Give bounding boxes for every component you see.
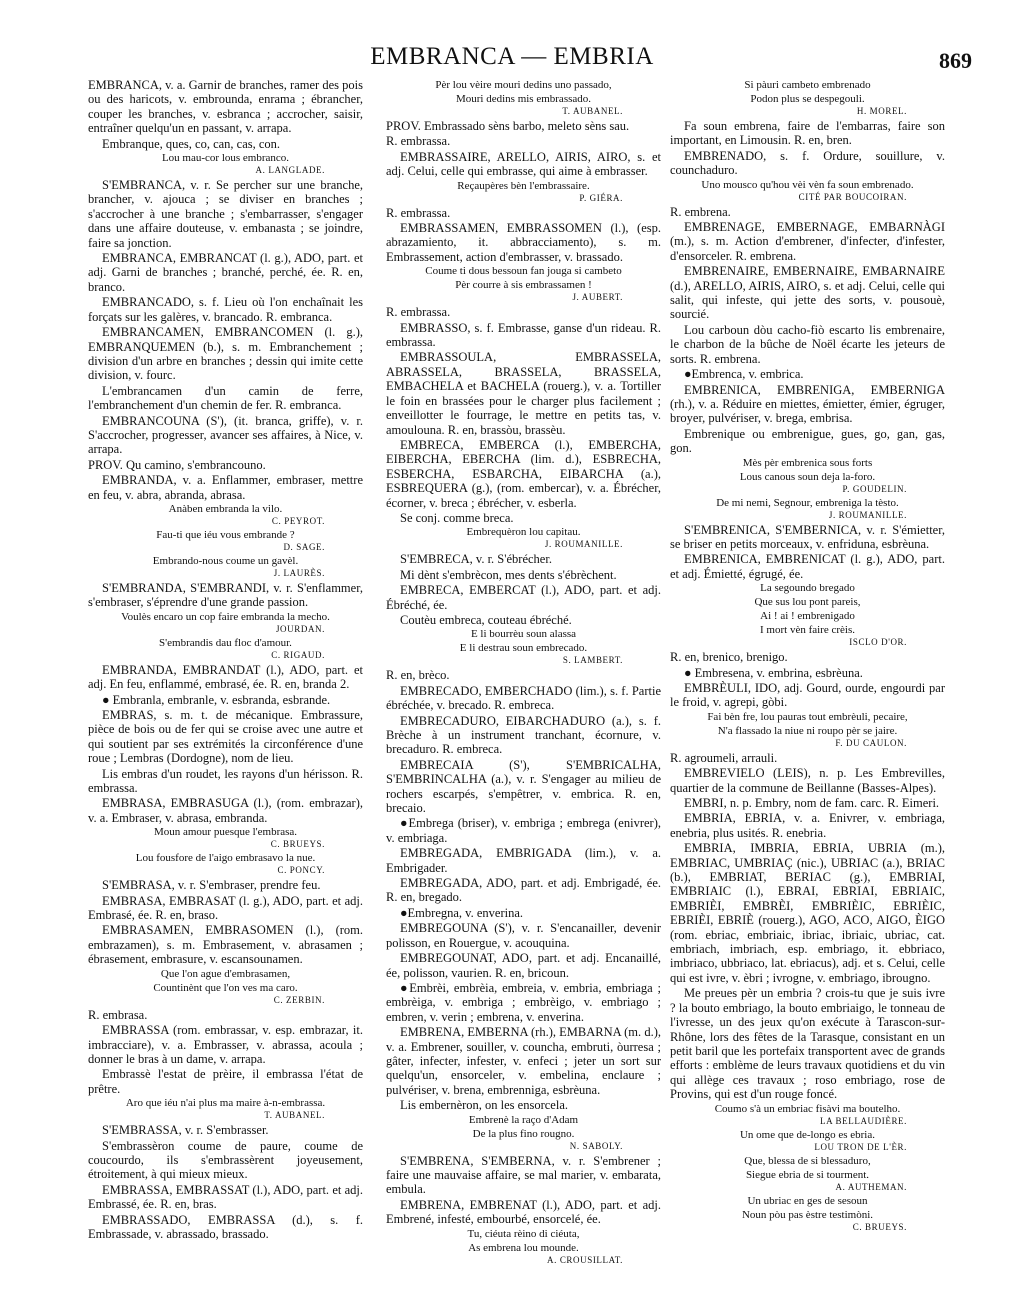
dictionary-entry: EMBRENAGE, EMBERNAGE, EMBARNÀGI (m.), s. m. Action d'embrener, d'infecter, d'infester, d'ensorceler. R. embrena.	[670, 220, 945, 263]
dictionary-entry: Me preues pèr un embria ? crois-tu que je suis ivre ? la bouto embriago, la bouto embriaigo, le tonneau de l'ivresse, un des jeux qu'on exécute à Tarascon-sur-Rhône, lors des fêtes de la Tarasque, consistant en un petit baril que les portefaix transportent avec de grands efforts : emblème de leurs travaux quotidiens et du vin qui allège ces travaux ; roso embriago, rose de Provins, qui est d'un rouge foncé.	[670, 986, 945, 1102]
verse-citation: De la plus fino rougno.	[472, 1127, 575, 1140]
dictionary-entry: S'embrassèron coume de paure, coume de coucourdo, ils s'embrassèrent joyeusement, étroitement, à qui mieux mieux.	[88, 1138, 363, 1182]
verse-citation: Siegue ebria de si tourment.	[745, 1168, 870, 1181]
dictionary-entry: EMBRIA, EBRIA, v. a. Enivrer, v. embriaga, enebria, plus usités. R. enebria.	[670, 811, 945, 840]
citation-author: A. CROUSILLAT.	[547, 1254, 623, 1265]
verse-citation: I mort vèn faire crèis.	[760, 624, 855, 637]
dictionary-entry: Embranque, ques, co, can, cas, con.	[102, 136, 281, 151]
dictionary-entry: EMBRANDA, v. a. Enflammer, embraser, mettre en feu, v. abra, abranda, abrasa.	[88, 473, 363, 502]
dictionary-entry: S'EMBRENICA, S'EMBERNICA, v. r. S'émietter, se briser en petits morceaux, v. enfriduna, esbrèuna.	[670, 522, 945, 551]
citation-author: N. SABOLY.	[569, 1140, 623, 1151]
dictionary-entry: S'EMBRANDA, S'EMBRANDI, v. r. S'enflammer, s'embraser, s'éprendre d'une grande passion.	[88, 580, 363, 610]
dictionary-entry: PROV. Qu camino, s'embrancouno.	[88, 457, 266, 472]
dictionary-entry: EMBRASAMEN, EMBRASOMEN (l.), (rom. embrazamen), s. m. Embrasement, v. abrasamen ; ébrasement, embrasure, v. escansounamen.	[88, 923, 363, 967]
citation-author: C. PONCY.	[277, 865, 325, 876]
citation-author: P. GIÉRA.	[579, 192, 623, 203]
dictionary-entry: EMBRANCAMEN, EMBRANCOMEN (l. g.), EMBRANQUEMEN (b.), s. m. Embranchement ; division d'un arbre en branches ; dessin qui imite cette division, v. fourc.	[88, 325, 363, 383]
verse-citation: As embrena lou mounde.	[468, 1241, 579, 1254]
verse-citation: Si pàuri cambeto embrenado	[744, 79, 871, 91]
citation-author: C. ZERBIN.	[273, 994, 325, 1005]
dictionary-entry: EMBRASSO, s. f. Embrasse, ganse d'un rideau. R. embrassa.	[386, 320, 661, 350]
citation-author: S. LAMBERT.	[562, 655, 623, 666]
verse-citation: Que l'on ague d'embrasamen,	[160, 967, 291, 980]
verse-citation: E li bourrèu soun alassa	[470, 628, 577, 641]
dictionary-entry: EMBRENA, EMBERNA (rh.), EMBARNA (m. d.), v. a. Embrener, souiller, v. councha, embruti, òurresa ; gâter, infecter, infester, v. enfeci ; jeter un sort sur quelqu'un, ensorceler, v. embelina, enclaure ; pulvériser, v. brena, embrenniga, esbrèuna.	[386, 1025, 661, 1097]
dictionary-entry: Se conj. comme breca.	[400, 510, 514, 525]
dictionary-entry: ●Embregna, v. enverina.	[400, 905, 524, 920]
dictionary-entry: EMBRANCOUNA (S'), (it. branca, griffe), v. r. S'accrocher, progresser, avancer ses affaires, à Nice, v. arrapa.	[88, 413, 363, 457]
verse-citation: Moun amour puesque l'embrasa.	[153, 826, 298, 839]
citation-author: J. ROUMANILLE.	[544, 539, 623, 550]
dictionary-entry: R. embrassa.	[386, 134, 451, 149]
verse-citation: Que sus lou pont pareis,	[754, 596, 861, 609]
dictionary-entry: EMBRÈULI, IDO, adj. Gourd, ourde, engourdi par le froid, v. agrepi, gòbi.	[670, 680, 945, 710]
dictionary-entry: EMBREVIELO (LEIS), n. p. Les Embrevilles, quartier de la commune de Beillanne (Basses-Alpes).	[670, 766, 945, 795]
dictionary-entry: ●Embrenca, v. embrica.	[684, 367, 804, 382]
dictionary-entry: R. embrassa.	[386, 305, 451, 320]
verse-citation: Ai ! ai ! embrenigado	[760, 610, 855, 623]
dictionary-entry: EMBRECADURO, EIBARCHADURO (a.), s. f. Brèche à un instrument tranchant, écornure, v. brecaduro. R. embreca.	[386, 713, 661, 757]
dictionary-entry: Mi dènt s'embrècon, mes dents s'ébrèchent.	[400, 567, 617, 582]
dictionary-entry: EMBRANCA, v. a. Garnir de branches, ramer des pois ou des haricots, v. embrounda, enrama ; ébrancher, couper les branches, v. esbranca ; accrocher, saisir, entraîner quelqu'un en passant, v. arrapa.	[88, 78, 363, 136]
verse-citation: Reçaupères bèn l'embrassaire.	[457, 179, 590, 192]
text-column-middle	[386, 78, 661, 1268]
citation-author: ISCLO D'OR.	[849, 637, 907, 648]
verse-citation: Podon plus se despegouli.	[750, 93, 865, 105]
dictionary-entry: R. embrasa.	[88, 1007, 148, 1022]
dictionary-entry: EMBRASSA (rom. embrassar, v. esp. embrazar, it. imbracciare), v. a. Embrasser, v. abrassa, acoula ; donner le bras à un dame, v. arrapa.	[88, 1023, 363, 1066]
page-title: EMBRANCA — EMBRIA	[370, 43, 654, 70]
citation-author: P. GOUDELIN.	[842, 483, 907, 494]
citation-author: C. BRUEYS.	[270, 839, 325, 850]
verse-citation: Voulès encaro un cop faire embranda la mecho.	[121, 610, 330, 623]
dictionary-entry: EMBRECADO, EMBERCHADO (lim.), s. f. Partie ébréchée, v. brecado. R. embreca.	[386, 683, 661, 713]
verse-citation: Un ubriac en ges de sesoun	[747, 1194, 868, 1207]
dictionary-entry: EMBREGOUNA (S'), v. r. S'encanailler, devenir polisson, en Rouergue, v. acouquina.	[386, 921, 661, 950]
dictionary-entry: EMBRENA, EMBRENAT (l.), ADO, part. et adj. Embrené, infesté, embourbé, ensorcelé, ée.	[386, 1197, 661, 1227]
verse-citation: Pèr lou vèire mouri dedins uno passado,	[435, 79, 612, 91]
dictionary-entry: EMBRANCA, EMBRANCAT (l. g.), ADO, part. et adj. Garni de branches ; branché, perché, ée. R. en, branco.	[88, 251, 363, 294]
dictionary-entry: EMBRASSOULA, EMBRASSELA, ABRASSELA, BRASSELA, BRASSELA, EMBACHELA et BACHELA (rouerg.), v. a. Tortiller le foin en brassées pour le charger plus facilement ; enveillotter le fourrage, le mettre en petits tas, v. amoulouna. R. en, brassòu, brassèu.	[386, 350, 661, 437]
dictionary-entry: Lis embernèron, on les ensorcela.	[400, 1098, 568, 1113]
dictionary-entry: EMBRASSA, EMBRASSAT (l.), ADO, part. et adj. Embrassé, ée. R. en, bras.	[88, 1182, 363, 1212]
verse-citation: La segoundo bregado	[760, 582, 855, 595]
verse-citation: N'a flassado la niue ni roupo pèr se jaire.	[717, 724, 898, 737]
dictionary-entry: EMBRECA, EMBERCAT (l.), ADO, part. et adj. Ébréché, ée.	[386, 583, 661, 612]
dictionary-entry: R. embrena.	[670, 204, 731, 219]
citation-author: F. DU CAULON.	[835, 737, 907, 748]
dictionary-entry: Embrassè l'estat de prèire, il embrassa l'état de prêtre.	[88, 1067, 363, 1096]
verse-citation: Un ome que de-longo es ebria.	[739, 1128, 875, 1141]
citation-author: CITÉ PAR BOUCOIRAN.	[798, 191, 907, 202]
verse-citation: Mès pèr embrenica sous forts	[742, 456, 873, 469]
verse-citation: Tu, ciéuta rèino di ciéuta,	[467, 1227, 580, 1240]
dictionary-entry: S'EMBRASA, v. r. S'embraser, prendre feu.	[102, 878, 321, 893]
running-head	[0, 40, 1024, 80]
verse-citation: Embrenè la raço d'Adam	[468, 1113, 579, 1126]
dictionary-entry: R. en, brenico, brenigo.	[670, 650, 788, 665]
dictionary-entry: Fa soun embrena, faire de l'embarras, faire son important, en Limousin. R. en, bren.	[670, 119, 945, 148]
dictionary-entry: S'EMBRENA, S'EMBERNA, v. r. S'embrener ; faire une mauvaise affaire, se mal marier, v. embarata, embula.	[386, 1153, 661, 1197]
dictionary-entry: EMBRASSADO, EMBRASSA (d.), s. f. Embrassade, v. abrassado, brassado.	[88, 1212, 363, 1241]
dictionary-entry: EMBRASSAIRE, ARELLO, AIRIS, AIRO, s. et adj. Celui, celle qui embrasse, qui aime à embrasser.	[386, 149, 661, 179]
verse-citation: Noun pòu pas èstre testimòni.	[741, 1208, 874, 1221]
verse-citation: Fau-ti que iéu vous embrande ?	[156, 528, 295, 541]
verse-citation: Lous canous soun deja la-foro.	[739, 470, 876, 483]
citation-author: LA BELLAUDIÈRE.	[820, 1115, 907, 1126]
verse-citation: Fai bèn fre, lou pauras tout embrèuli, pecaire,	[707, 710, 908, 723]
text-column-right	[670, 78, 945, 1235]
dictionary-entry: S'EMBRANCA, v. r. Se percher sur une branche, brancher, v. ajouca ; se diviser en branches ; s'accrocher à une branche ; s'embarrasser, s'engager dans une affaire douteuse, v. embanasta ; se joindre, faire sa jonction.	[88, 178, 363, 250]
dictionary-entry: PROV. Embrassado sèns barbo, meleto sèns sau.	[386, 119, 630, 133]
dictionary-entry: ●Embrega (briser), v. embriga ; embrega (enivrer), v. embriaga.	[386, 816, 661, 845]
dictionary-entry: Embrenique ou embrenigue, gues, go, gan, gas, gon.	[670, 426, 945, 456]
dictionary-entry: EMBRENICA, EMBRENICAT (l. g.), ADO, part. et adj. Émietté, égrugé, ée.	[670, 552, 945, 581]
dictionary-entry: EMBRENAIRE, EMBERNAIRE, EMBARNAIRE (d.), ARELLO, AIRIS, AIRO, s. et adj. Celui, celle qui salit, qui infeste, qui jette des sorts, v. pousouè, sourcié.	[670, 264, 945, 322]
dictionary-entry: EMBRASA, EMBRASAT (l. g.), ADO, part. et adj. Embrasé, ée. R. en, braso.	[88, 893, 363, 923]
page-number: 869	[939, 48, 972, 73]
verse-citation: E li destrau soun embrecado.	[459, 642, 588, 655]
dictionary-entry: EMBRECAIA (S'), S'EMBRICALHA, S'EMBRINCALHA (a.), v. r. S'engager au milieu de rochers escarpés, s'empêtrer, v. embrica. R. en, brecaio.	[386, 757, 661, 816]
dictionary-entry: Lis embras d'un roudet, les rayons d'un hérisson. R. embrassa.	[88, 766, 363, 796]
verse-citation: Embrequèron lou capitau.	[466, 526, 581, 539]
verse-citation: Mouri dedins mis embrassado.	[455, 93, 592, 105]
dictionary-entry: L'embrancamen d'un camin de ferre, l'embranchement d'un chemin de fer. R. embranca.	[88, 383, 363, 413]
dictionary-entry: R. agroumeli, arrauli.	[670, 750, 778, 765]
citation-author: A. LANGLADE.	[255, 165, 325, 176]
citation-author: J. AUBERT.	[572, 292, 623, 303]
verse-citation: Coumo s'à un embriac fisàvi ma boutelho.	[714, 1102, 901, 1115]
dictionary-entry: Coutèu embreca, couteau ébréché.	[400, 612, 572, 627]
dictionary-entry: ●Embrèi, embrèia, embreia, v. embria, embriaga ; embrèiga, v. embriga ; embrèigo, v. embriago ; embren, v. verin ; embrena, v. enverina.	[386, 980, 661, 1024]
dictionary-entry: R. en, brèco.	[386, 668, 450, 683]
verse-citation: Coume ti dous bessoun fan jouga si cambeto	[425, 265, 622, 278]
verse-citation: Lou mau-cor lous embranco.	[161, 152, 290, 165]
dictionary-entry: EMBRANDA, EMBRANDAT (l.), ADO, part. et adj. En feu, enflammé, embrasé, ée. R. en, branda 2.	[88, 662, 363, 692]
verse-citation: S'embrandis dau floc d'amour.	[159, 636, 292, 649]
dictionary-entry: EMBRENICA, EMBRENIGA, EMBERNIGA (rh.), v. a. Réduire en miettes, émietter, émier, égruger, broyer, pulvériser, v. brega, embrisa.	[670, 382, 945, 426]
citation-author: LOU TRON DE L'ÈR.	[814, 1141, 907, 1152]
verse-citation: Countinènt que l'on ves ma caro.	[153, 981, 298, 994]
dictionary-entry: ● Embranla, embranle, v. esbranda, esbrande.	[102, 692, 331, 707]
citation-author: JOURDAN.	[275, 623, 325, 634]
dictionary-entry: Lou carboun dòu cacho-fiò escarto lis embrenaire, le charbon de la bûche de Noël écarte les jeteurs de sorts. R. embrena.	[670, 322, 945, 366]
dictionary-entry: EMBRANCADO, s. f. Lieu où l'on enchaînait les forçats sur les galères, v. brancado. R. embranca.	[88, 295, 363, 324]
dictionary-entry: EMBRASA, EMBRASUGA (l.), (rom. embrazar), v. a. Embraser, v. abrasa, embranda.	[88, 796, 363, 825]
citation-author: D. SAGE.	[283, 541, 325, 552]
dictionary-entry: EMBREGADA, EMBRIGADA (lim.), v. a. Embrigader.	[386, 846, 661, 875]
text-column-left	[88, 78, 363, 1242]
citation-author: C. RIGAUD.	[271, 649, 325, 660]
dictionary-entry: EMBRENADO, s. f. Ordure, souillure, v. counchaduro.	[670, 148, 945, 178]
dictionary-entry: EMBRIA, IMBRIA, EBRIA, UBRIA (m.), EMBRIAC, UMBRIAÇ (nic.), UBRIAC (a.), BRIAC (b.), EMBRIAT, BERIAC (g.), EMBRIAI, EMBRIAIC (l.), EBRAI, EBRIAI, EBRIAIC, EMBRIÈI, EMBRÈI, EMBRIÈIC, EBRIÈIC, EBRIÈI, EBRIÈ (rouerg.), AGO, ACO, AIGO, ÈIGO (rom. ebriac, embriaic, ibriac, ibriaic, ubriac, cat. embriach, imbriach, esp. embriago, it. ebbriaco, imbriaco, ubbriaco, lat. ebriacus), adj. et s. Celui, celle qui est ivre, v. èbri ; ivrogne, v. embriago, ibrougno.	[670, 841, 945, 985]
verse-citation: Lou fousfore de l'aigo embrasavo la nue.	[135, 852, 316, 865]
dictionary-entry: EMBRECA, EMBERCA (l.), EMBERCHA, EIBERCHA, EBERCHA (lim. d.), ESBRECHA, ESBERCHA, ESBARCHA, EIBARCHA (a.), ESBREQUERA (g.), (rom. embercar), v. a. Ébrécher, écorner, v. breca ; ébrécher, v. esberla.	[386, 437, 661, 510]
citation-author: C. BRUEYS.	[852, 1221, 907, 1232]
dictionary-entry: EMBRASSAMEN, EMBRASSOMEN (l.), (esp. abrazamiento, it. abbracciamento), s. m. Embrassement, action d'embrasser, v. brassado.	[386, 221, 661, 264]
citation-author: T. AUBANEL.	[264, 1110, 325, 1121]
dictionary-entry: S'EMBRASSA, v. r. S'embrasser.	[102, 1123, 269, 1138]
verse-citation: Que, blessa de si blessaduro,	[744, 1154, 871, 1167]
verse-citation: Anàben embranda la vilo.	[168, 502, 283, 515]
dictionary-entry: EMBREGOUNAT, ADO, part. et adj. Encanaillé, ée, polisson, vaurien. R. en, bricoun.	[386, 951, 661, 980]
verse-citation: De mi nemi, Segnour, embreniga la tèsto.	[716, 496, 899, 509]
citation-author: T. AUBANEL.	[562, 106, 623, 116]
dictionary-entry: S'EMBRECA, v. r. S'ébrécher.	[400, 552, 552, 567]
citation-author: A. AUTHEMAN.	[835, 1181, 907, 1192]
dictionary-entry: EMBRI, n. p. Embry, nom de fam. carc. R. Eimeri.	[684, 796, 940, 810]
verse-citation: Embrando-nous coume un gavèl.	[152, 554, 299, 567]
verse-citation: Aro que iéu n'ai plus ma maire à-n-embrassa.	[125, 1097, 326, 1110]
dictionary-entry: R. embrassa.	[386, 205, 451, 220]
dictionary-entry: EMBREGADA, ADO, part. et adj. Embrigadé, ée. R. en, bregado.	[386, 876, 661, 905]
dictionary-entry: EMBRAS, s. m. t. de mécanique. Embrassure, pièce de bois ou de fer qui se croise avec une autre et qui soutient par ses extrémités la circonférence d'une roue ; Lembras (Dordogne), nom de lieu.	[88, 708, 363, 766]
verse-citation: Pèr courre à sis embrassamen !	[455, 279, 592, 292]
citation-author: C. PEYROT.	[271, 515, 325, 526]
dictionary-entry: ● Embresena, v. embrina, esbrèuna.	[684, 665, 863, 680]
citation-author: J. ROUMANILLE.	[828, 509, 907, 520]
citation-author: H. MOREL.	[856, 106, 907, 116]
verse-citation: Uno mousco qu'hou vèi vèn fa soun embrenado.	[701, 178, 914, 191]
citation-author: J. LAURÈS.	[273, 567, 325, 578]
